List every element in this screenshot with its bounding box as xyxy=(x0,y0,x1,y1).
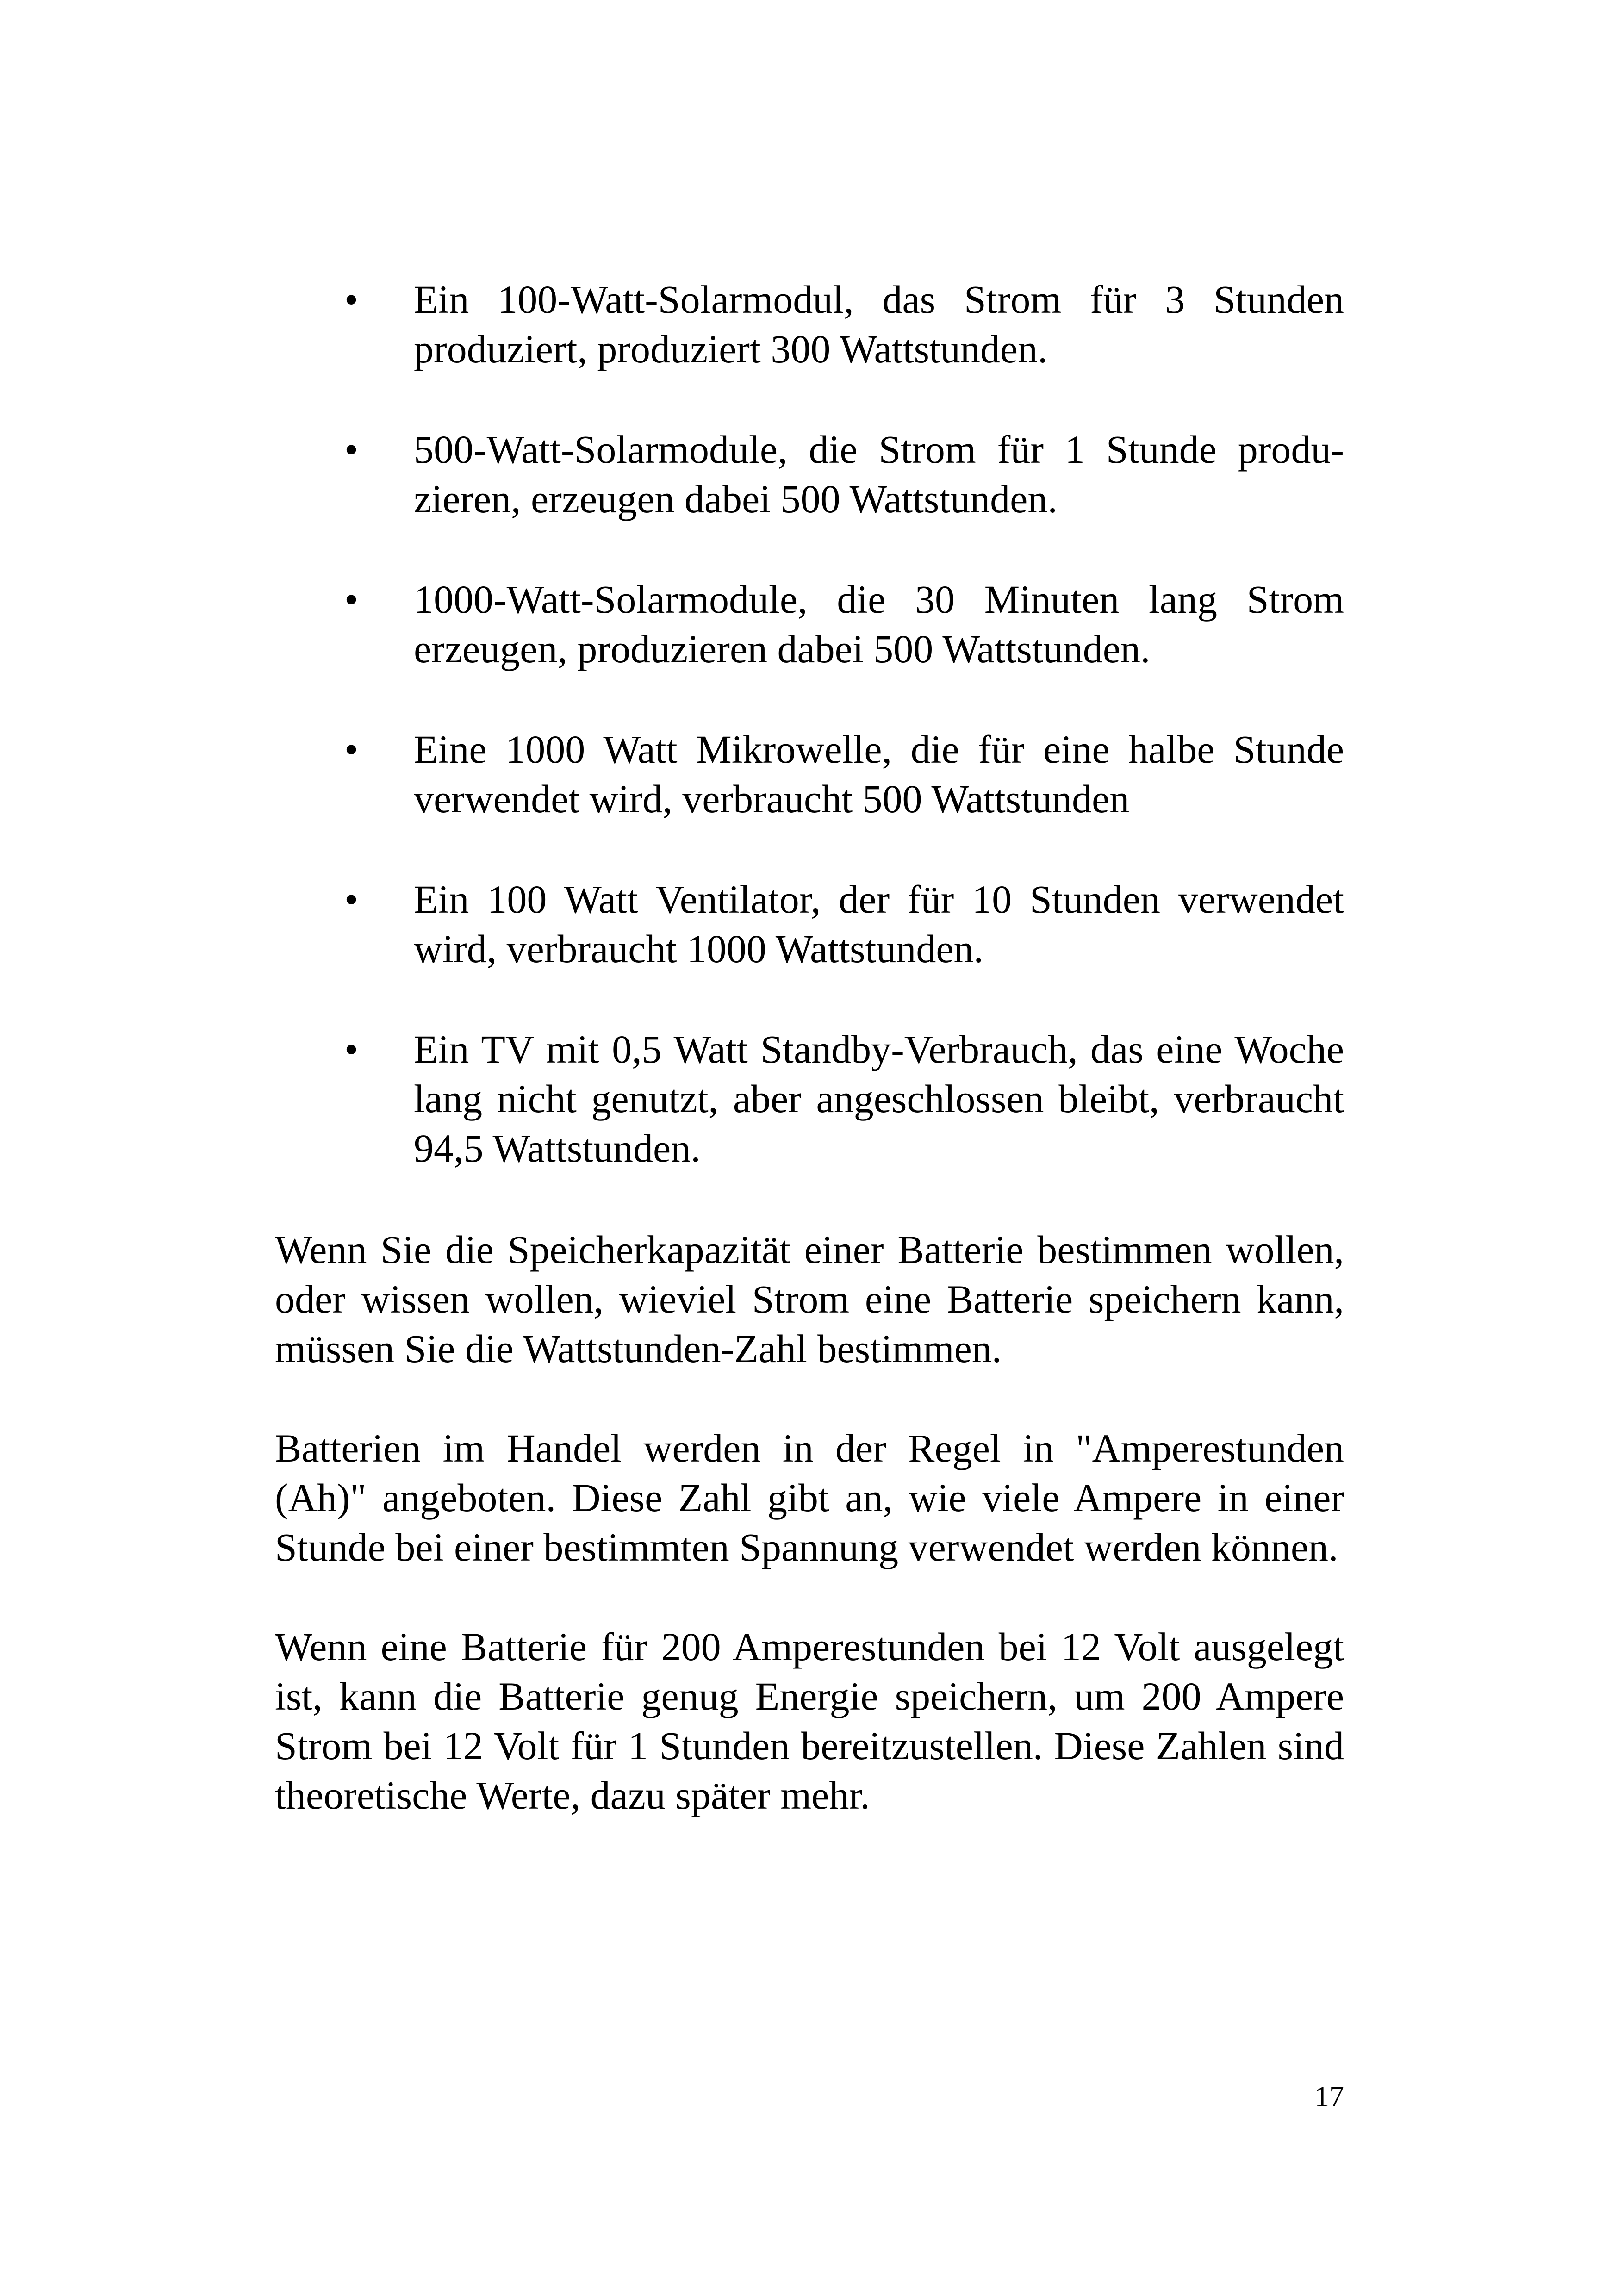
list-item-text: Ein 100-Watt-Solarmodul, das Strom für 3 Stunden produziert, produziert 300 Wattstunden. xyxy=(414,277,1344,371)
page-number: 17 xyxy=(1314,2080,1344,2113)
bullet-icon: • xyxy=(344,427,359,472)
list-item xyxy=(275,725,1344,824)
bullet-icon: • xyxy=(344,277,359,322)
paragraph-example-battery: Wenn eine Batterie für 200 Amperestunden bei 12 Volt ausgelegt ist, kann die Batterie genug Energie speichern, um 200 Ampere Strom bei 12 Volt für 1 Stunden bereitzustellen. Diese Zahlen sind theoretische Werte, dazu später mehr. xyxy=(275,1624,1344,1817)
list-item xyxy=(275,425,1344,524)
list-item xyxy=(275,875,1344,974)
list-item-text: Ein TV mit 0,5 Watt Standby-Verbrauch, das eine Woche lang nicht genutzt, aber angeschlossen bleibt, verbraucht 94,5 Wattstunden. xyxy=(414,1027,1344,1170)
list-item xyxy=(275,1025,1344,1173)
list-item xyxy=(275,275,1344,374)
list-item xyxy=(275,575,1344,674)
bullet-icon: • xyxy=(344,1027,359,1071)
list-item-text: 1000-Watt-Solarmodule, die 30 Minuten lang Strom erzeugen, produzieren dabei 500 Wattstunden. xyxy=(414,577,1344,671)
paragraph-battery-capacity: Wenn Sie die Speicherkapazität einer Batterie bestimmen wollen, oder wissen wollen, wieviel Strom eine Batterie speichern kann, müssen Sie die Wattstunden-Zahl bestimmen. xyxy=(275,1227,1344,1371)
list-item-text: Eine 1000 Watt Mikrowelle, die für eine halbe Stunde verwendet wird, verbraucht 500 Wattstunden xyxy=(414,727,1344,821)
bullet-icon: • xyxy=(344,577,359,622)
bullet-icon: • xyxy=(344,727,359,772)
bullet-icon: • xyxy=(344,877,359,921)
bullet-list xyxy=(275,275,1344,1173)
paragraph-amp-hours: Batterien im Handel werden in der Regel in "Amperestunden (Ah)" angeboten. Diese Zahl gibt an, wie viele Ampere in einer Stunde bei einer bestimmten Spannung verwendet werden können. xyxy=(275,1426,1344,1569)
list-item-text: 500-Watt-Solarmodule, die Strom für 1 Stunde produzieren, erzeugen dabei 500 Wattstunden. xyxy=(414,427,1344,521)
list-item-text: Ein 100 Watt Ventilator, der für 10 Stunden verwendet wird, verbraucht 1000 Wattstunden. xyxy=(414,877,1344,971)
page-body xyxy=(275,275,1344,1870)
